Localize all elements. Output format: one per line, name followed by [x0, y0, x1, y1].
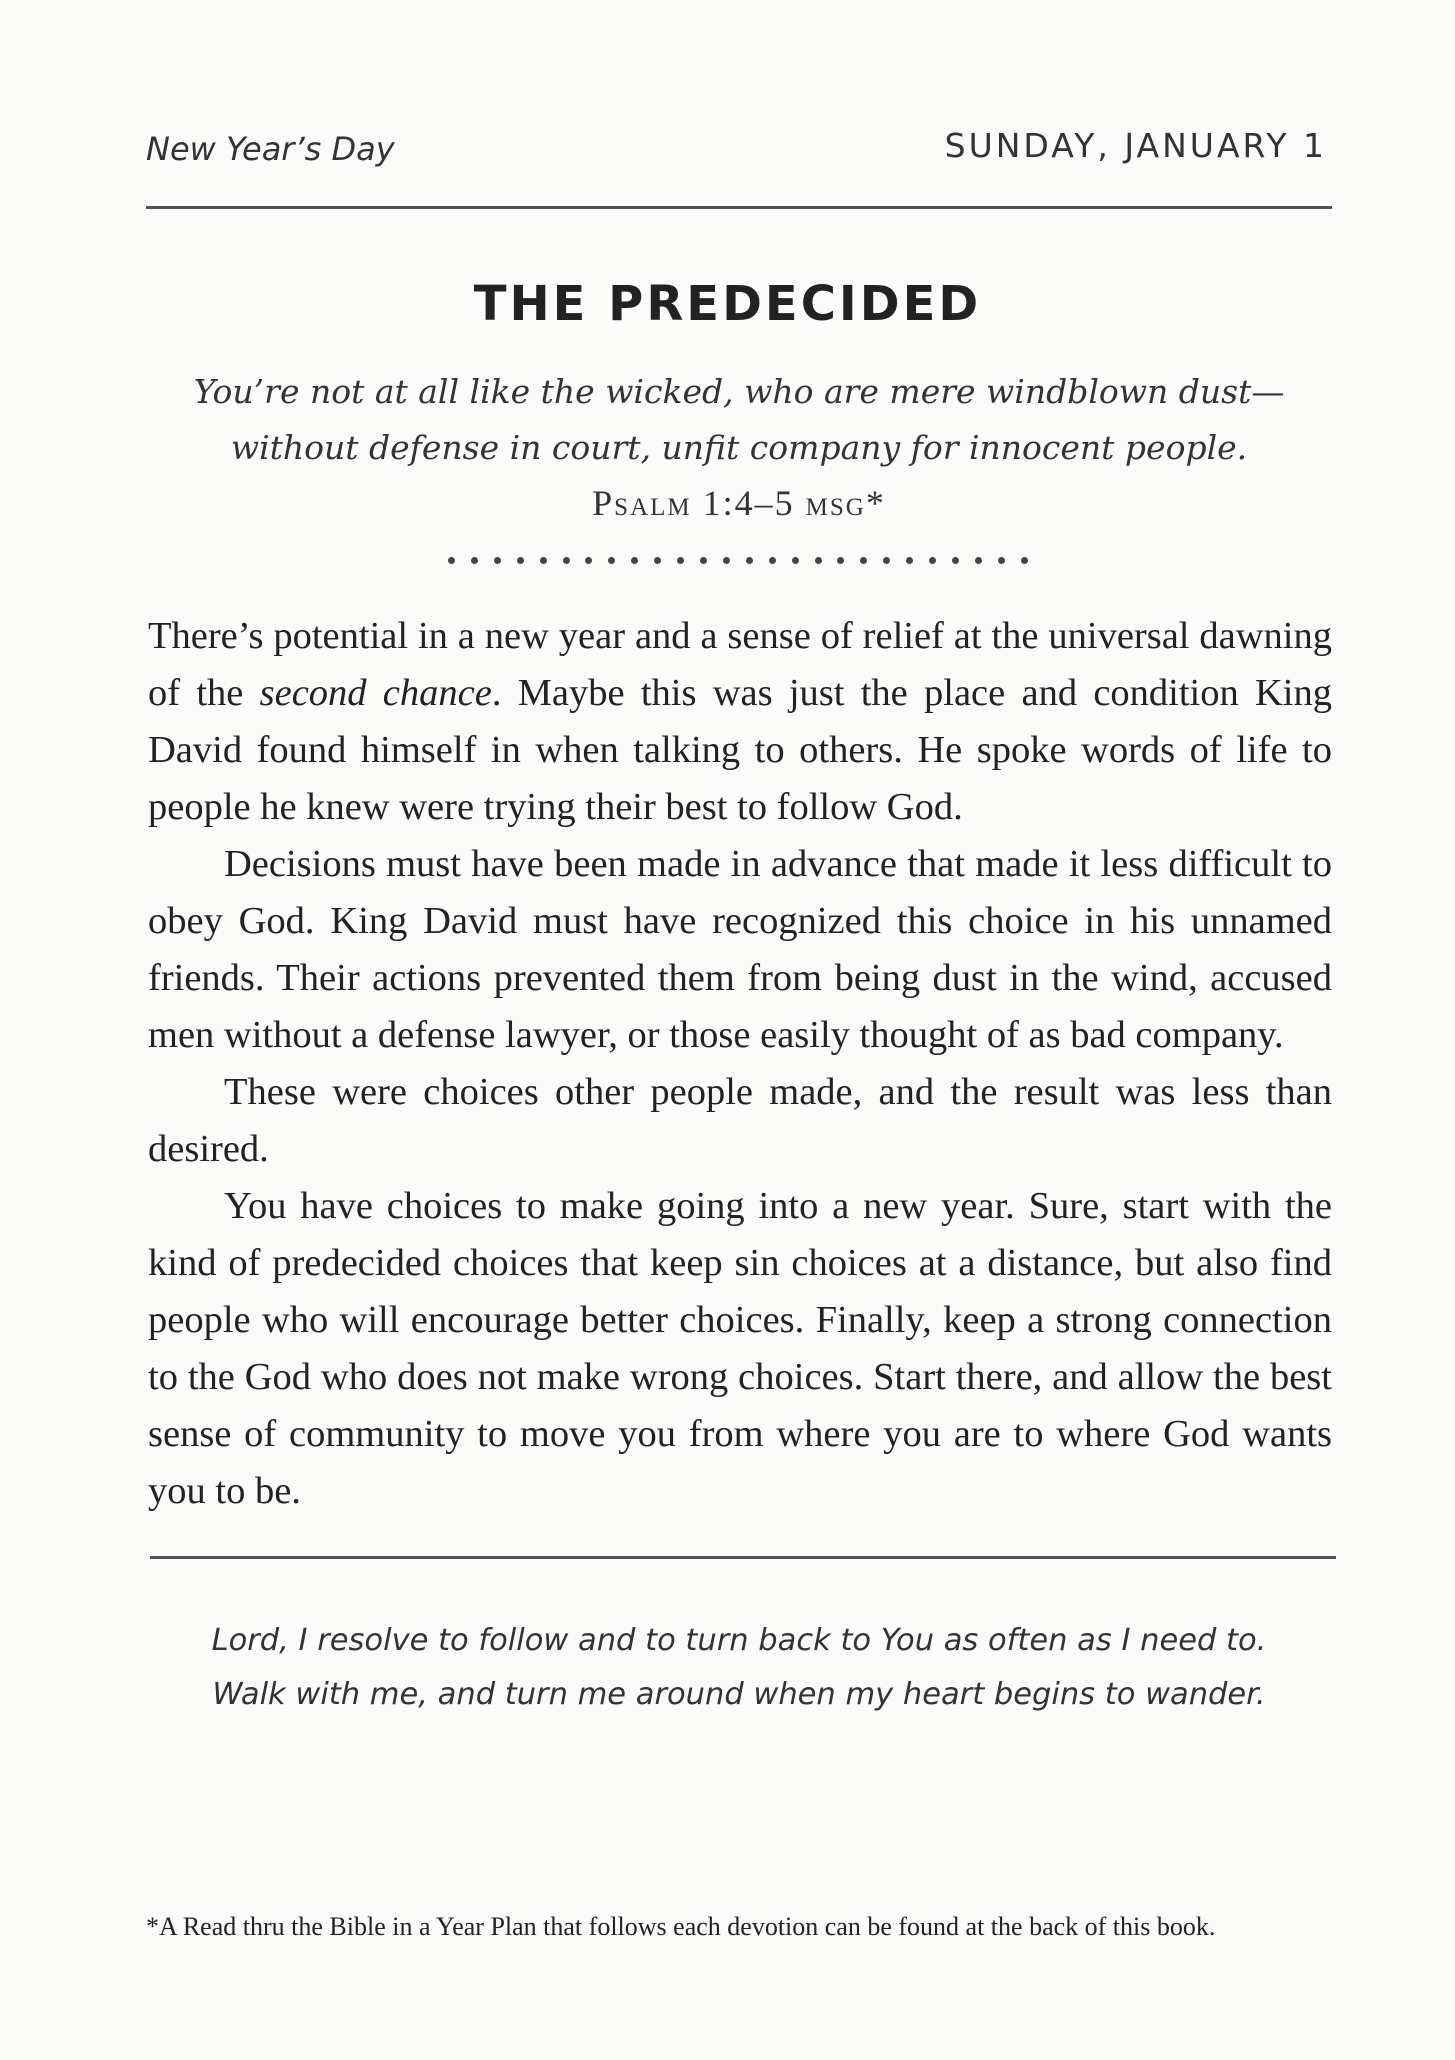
- divider-dot: [654, 557, 661, 564]
- divider-dot: [448, 557, 455, 564]
- scripture-verse: [146, 364, 1332, 476]
- divider-dot: [677, 557, 684, 564]
- divider-dot: [746, 557, 753, 564]
- divider-dot: [563, 557, 570, 564]
- divider-dot: [860, 557, 867, 564]
- divider-dot: [998, 557, 1005, 564]
- devotion-body: [148, 608, 1332, 1520]
- divider-dot: [494, 557, 501, 564]
- divider-dot: [585, 557, 592, 564]
- prayer-divider: [150, 1556, 1336, 1559]
- divider-dot: [631, 557, 638, 564]
- divider-dot: [975, 557, 982, 564]
- prayer: [146, 1614, 1332, 1722]
- divider-dot: [837, 557, 844, 564]
- divider-dot: [769, 557, 776, 564]
- divider-dot: [540, 557, 547, 564]
- holiday-label: New Year’s Day: [146, 130, 395, 168]
- divider-dot: [723, 557, 730, 564]
- divider-dot: [929, 557, 936, 564]
- emphasis-text: second chance: [259, 672, 492, 714]
- page-title: THE PREDECIDED: [473, 276, 982, 332]
- divider-dot: [471, 557, 478, 564]
- divider-dot: [792, 557, 799, 564]
- paragraph-1-text-cont: . Maybe this was just the place and condition King David found himself in when talking to others. He spoke words of life to people he knew were trying their best to follow God.: [148, 672, 1333, 828]
- divider-dot: [815, 557, 822, 564]
- divider-dot: [952, 557, 959, 564]
- header-divider: [146, 206, 1332, 209]
- paragraph-1: [148, 608, 1332, 836]
- verse-line-2: without defense in court, unfit company for innocent people.: [230, 428, 1248, 467]
- verse-line-1: You’re not at all like the wicked, who are mere windblown dust—: [193, 372, 1285, 411]
- paragraph-3: These were choices other people made, and the result was less than desired.: [148, 1071, 1332, 1170]
- paragraph-1-text: There’s potential in a new year and a sense of relief at the universal dawning of the: [148, 615, 1332, 714]
- divider-dot: [1021, 557, 1028, 564]
- dotted-divider: [448, 554, 1028, 566]
- date-label: SUNDAY, JANUARY 1: [944, 126, 1327, 165]
- paragraph-4: You have choices to make going into a new year. Sure, start with the kind of predecided choices that keep sin choices at a distance, but also find people who will encourage better choices. Finally, keep a strong connection to the God who does not make wrong choices. Start there, and allow the best sense of community to move you from where you are to where God wants you to be.: [148, 1185, 1332, 1512]
- divider-dot: [700, 557, 707, 564]
- paragraph-2: Decisions must have been made in advance that made it less difficult to obey God. King David must have recognized this choice in his unnamed friends. Their actions prevented them from being dust in the wind, accused men without a defense lawyer, or those easily thought of as bad company.: [148, 843, 1332, 1056]
- verse-reference: Psalm 1:4–5 msg*: [592, 483, 886, 523]
- prayer-line-1: Lord, I resolve to follow and to turn back to You as often as I need to.: [211, 1623, 1267, 1658]
- divider-dot: [906, 557, 913, 564]
- divider-dot: [517, 557, 524, 564]
- prayer-line-2: Walk with me, and turn me around when my heart begins to wander.: [212, 1677, 1266, 1712]
- footnote: *A Read thru the Bible in a Year Plan that follows each devotion can be found at the back of this book.: [146, 1912, 1216, 1941]
- divider-dot: [608, 557, 615, 564]
- divider-dot: [883, 557, 890, 564]
